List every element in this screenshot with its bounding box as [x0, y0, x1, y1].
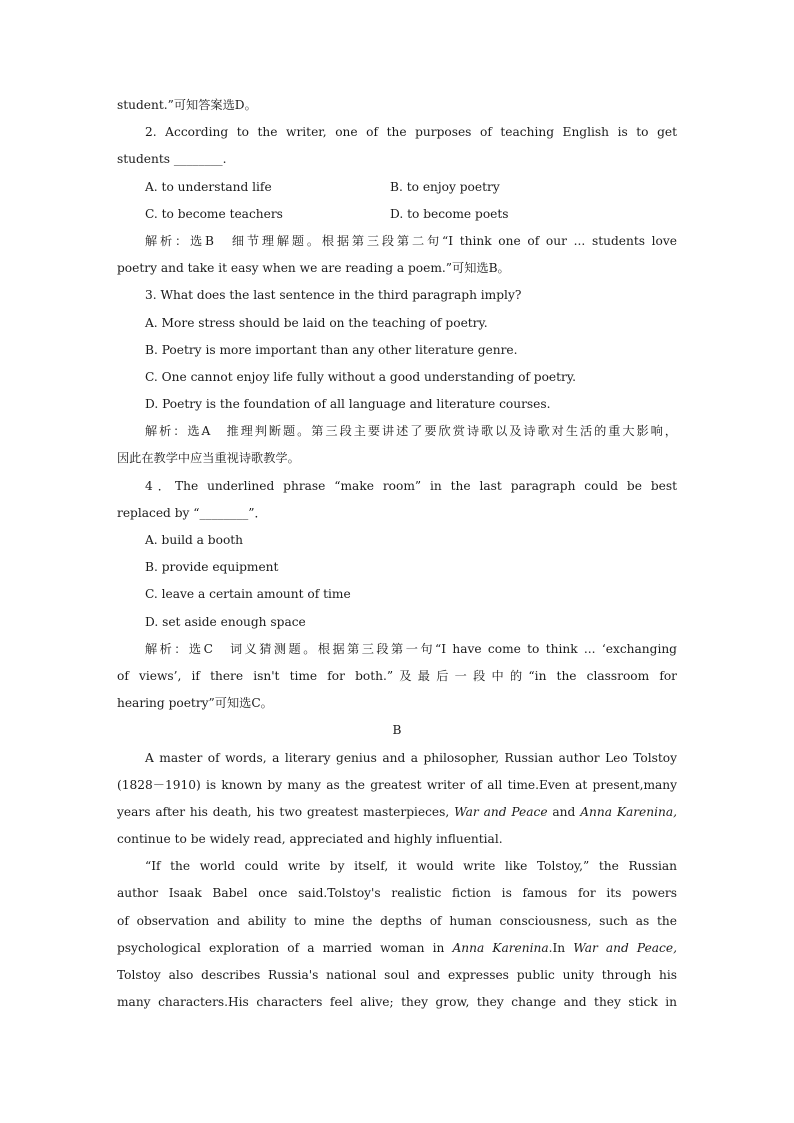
- passage-p2-line4-mid: .In: [548, 940, 574, 955]
- document-page: [117, 92, 677, 1016]
- q2-analysis-line1: 解析：选B 细节理解题。根据第三段第二句“I think one of our ... students love: [145, 233, 677, 248]
- q3-option-b: B. Poetry is more important than any other literature genre.: [145, 342, 518, 357]
- q3-option-a: A. More stress should be laid on the teaching of poetry.: [145, 315, 488, 330]
- q3-option-c: C. One cannot enjoy life fully without a good understanding of poetry.: [145, 369, 577, 384]
- passage-p1-line1: A master of words, a literary genius and a philosopher, Russian author Leo Tolstoy: [145, 750, 677, 765]
- q4-stem-line2: replaced by “________”．: [117, 505, 267, 520]
- q4-option-a: A. build a booth: [145, 533, 244, 547]
- passage-p2-line4-pre: psychological exploration of a married woman in: [117, 940, 453, 955]
- q3-analysis-line2: 因此在教学中应当重视诗歌教学。: [117, 451, 300, 466]
- passage-p2-line5: Tolstoy also describes Russia's national soul and expresses public unity through his: [117, 968, 677, 982]
- passage-p2-line6: many characters.His characters feel alive; they grow, they change and they stick in: [117, 995, 677, 1010]
- q4-option-c: C. leave a certain amount of time: [145, 587, 351, 602]
- q4-analysis-line1: 解析：选C 词义猜测题。根据第三段第一句“I have come to think ... ‘exchanging: [145, 641, 677, 656]
- q2-options-row2: [117, 201, 677, 228]
- q2-option-c: C. to become teachers: [145, 206, 283, 221]
- q2-stem-line1: 2. According to the writer, one of the purposes of teaching English is to get: [145, 125, 677, 140]
- passage-p1-line3-mid: and: [547, 804, 581, 819]
- title-war-and-peace: War and Peace: [454, 804, 548, 819]
- q2-option-b: B. to enjoy poetry: [390, 179, 500, 194]
- passage-p1-line3: [117, 799, 677, 826]
- passage-p2-line1: “If the world could write by itself, it would write like Tolstoy,” the Russian: [145, 859, 677, 874]
- title-war-and-peace-2: War and Peace,: [573, 940, 677, 955]
- passage-p1-line2: (1828－1910) is known by many as the greatest writer of all time.Even at present,many: [117, 777, 677, 792]
- passage-p2-line2: author Isaak Babel once said.Tolstoy's realistic fiction is famous for its powers: [117, 886, 677, 901]
- passage-p2-line3: of observation and ability to mine the depths of human consciousness, such as the: [117, 913, 677, 928]
- q4-analysis-line2: of views’, if there isn't time for both.”及最后一段中的“in the classroom for: [117, 668, 677, 683]
- q3-analysis-line1: 解析：选A 推理判断题。第三段主要讲述了要欣赏诗歌以及诗歌对生活的重大影响，: [145, 424, 677, 439]
- q2-options-row1: [117, 174, 677, 201]
- passage-p1-line4: continue to be widely read, appreciated and highly influential.: [117, 832, 503, 847]
- q4-stem-line1: 4．The underlined phrase “make room” in the last paragraph could be best: [145, 478, 677, 493]
- passage-p2-line4: [117, 935, 677, 962]
- q2-analysis-line2: poetry and take it easy when we are reading a poem.”可知选B。: [117, 261, 510, 276]
- title-anna-karenina: Anna Karenina,: [580, 804, 677, 819]
- passage-p1-line3-pre: years after his death, his two greatest masterpieces,: [117, 804, 455, 819]
- q2-option-d: D. to become poets: [390, 206, 509, 221]
- q2-option-a: A. to understand life: [145, 179, 272, 194]
- q4-option-b: B. provide equipment: [145, 560, 279, 575]
- q1-answer-tail: student.”可知答案选D。: [117, 98, 257, 112]
- q3-stem: 3. What does the last sentence in the third paragraph imply?: [145, 288, 522, 303]
- title-anna-karenina-2: Anna Karenina: [452, 940, 549, 955]
- q2-stem-line2: students ________.: [117, 152, 227, 167]
- q4-analysis-line3: hearing poetry”可知选C。: [117, 696, 273, 711]
- section-b-heading: B: [392, 723, 402, 738]
- q3-option-d: D. Poetry is the foundation of all language and literature courses.: [145, 397, 551, 412]
- q4-option-d: D. set aside enough space: [145, 614, 306, 629]
